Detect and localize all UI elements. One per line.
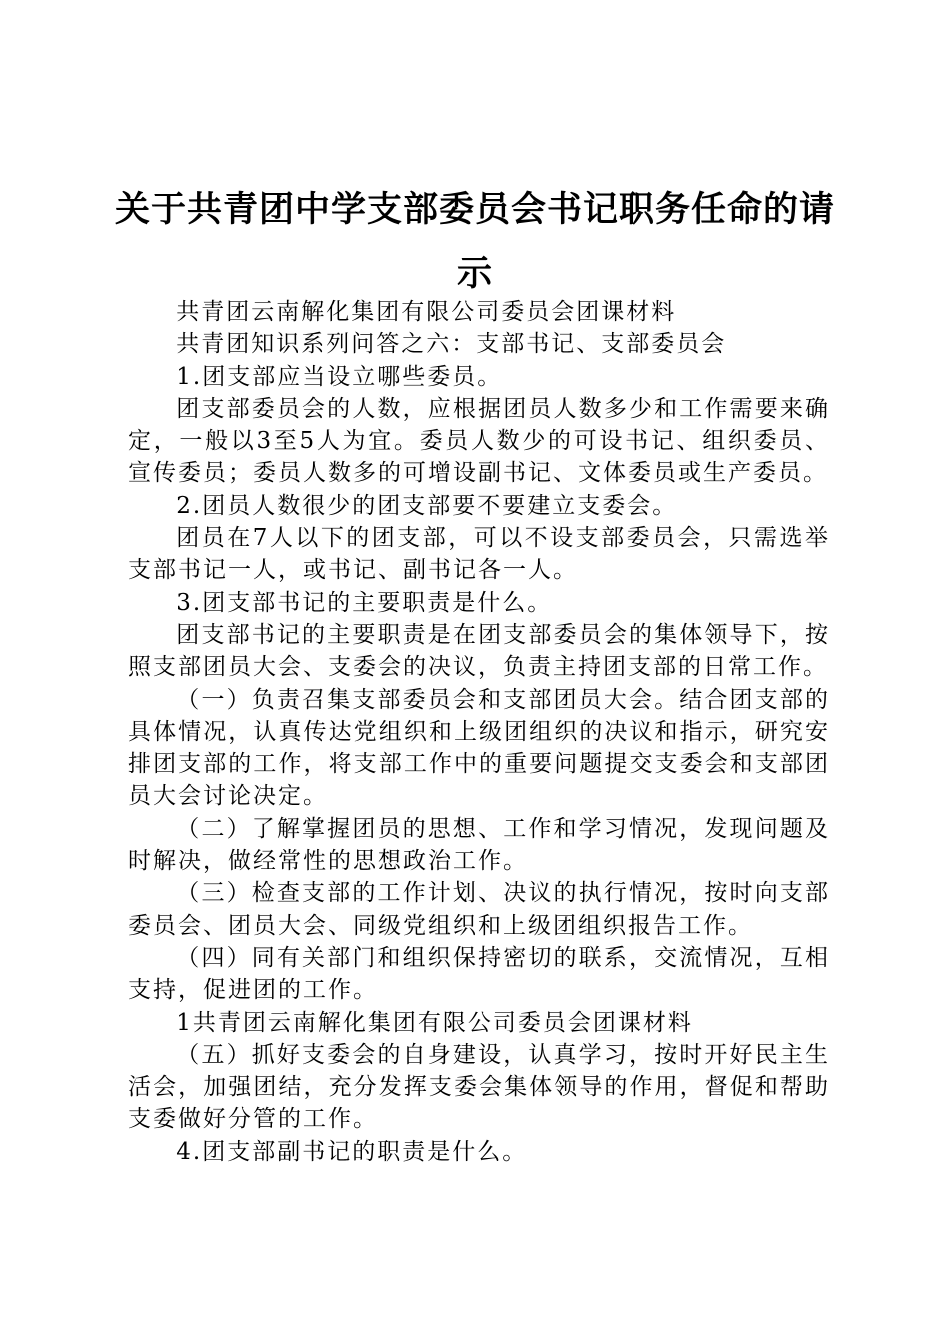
paragraph: 共青团知识系列问答之六：支部书记、支部委员会 (176, 331, 727, 358)
paragraph: 团支部书记的主要职责是在团支部委员会的集体领导下，按照支部团员大会、支委会的决议，负责主持团支部的日常工作。 (128, 621, 830, 681)
document-body (128, 296, 830, 1168)
question-heading: 3.团支部书记的主要职责是什么。 (176, 589, 553, 616)
list-item: （五）抓好支委会的自身建设，认真学习，按时开好民主生活会，加强团结，充分发挥支委会集体领导的作用，督促和帮助支委做好分管的工作。 (128, 1041, 830, 1133)
list-item: （四）同有关部门和组织保持密切的联系，交流情况，互相支持，促进团的工作。 (128, 944, 830, 1004)
question-heading: 4.团支部副书记的职责是什么。 (176, 1138, 528, 1165)
page-footer-line: 1共青团云南解化集团有限公司委员会团课材料 (176, 1009, 693, 1036)
paragraph: 共青团云南解化集团有限公司委员会团课材料 (176, 299, 677, 325)
paragraph: 团员在7人以下的团支部，可以不设支部委员会，只需选举支部书记一人，或书记、副书记各一人。 (128, 525, 830, 584)
list-item: （二）了解掌握团员的思想、工作和学习情况，发现问题及时解决，做经常性的思想政治工作。 (128, 815, 830, 875)
question-heading: 2.团员人数很少的团支部要不要建立支委会。 (176, 492, 678, 519)
question-heading: 1.团支部应当设立哪些委员。 (176, 363, 503, 390)
list-item: （一）负责召集支部委员会和支部团员大会。结合团支部的具体情况，认真传达党组织和上级团组织的决议和指示，研究安排团支部的工作，将支部工作中的重要问题提交支委会和支部团员大会讨论决定。 (128, 686, 830, 810)
list-item: （三）检查支部的工作计划、决议的执行情况，按时向支部委员会、团员大会、同级党组织和上级团组织报告工作。 (128, 880, 830, 939)
paragraph: 团支部委员会的人数，应根据团员人数多少和工作需要来确定，一般以3至5人为宜。委员人数少的可设书记、组织委员、宣传委员；委员人数多的可增设副书记、文体委员或生产委员。 (128, 395, 830, 487)
document-title: 关于共青团中学支部委员会书记职务任命的请示 (114, 190, 835, 294)
